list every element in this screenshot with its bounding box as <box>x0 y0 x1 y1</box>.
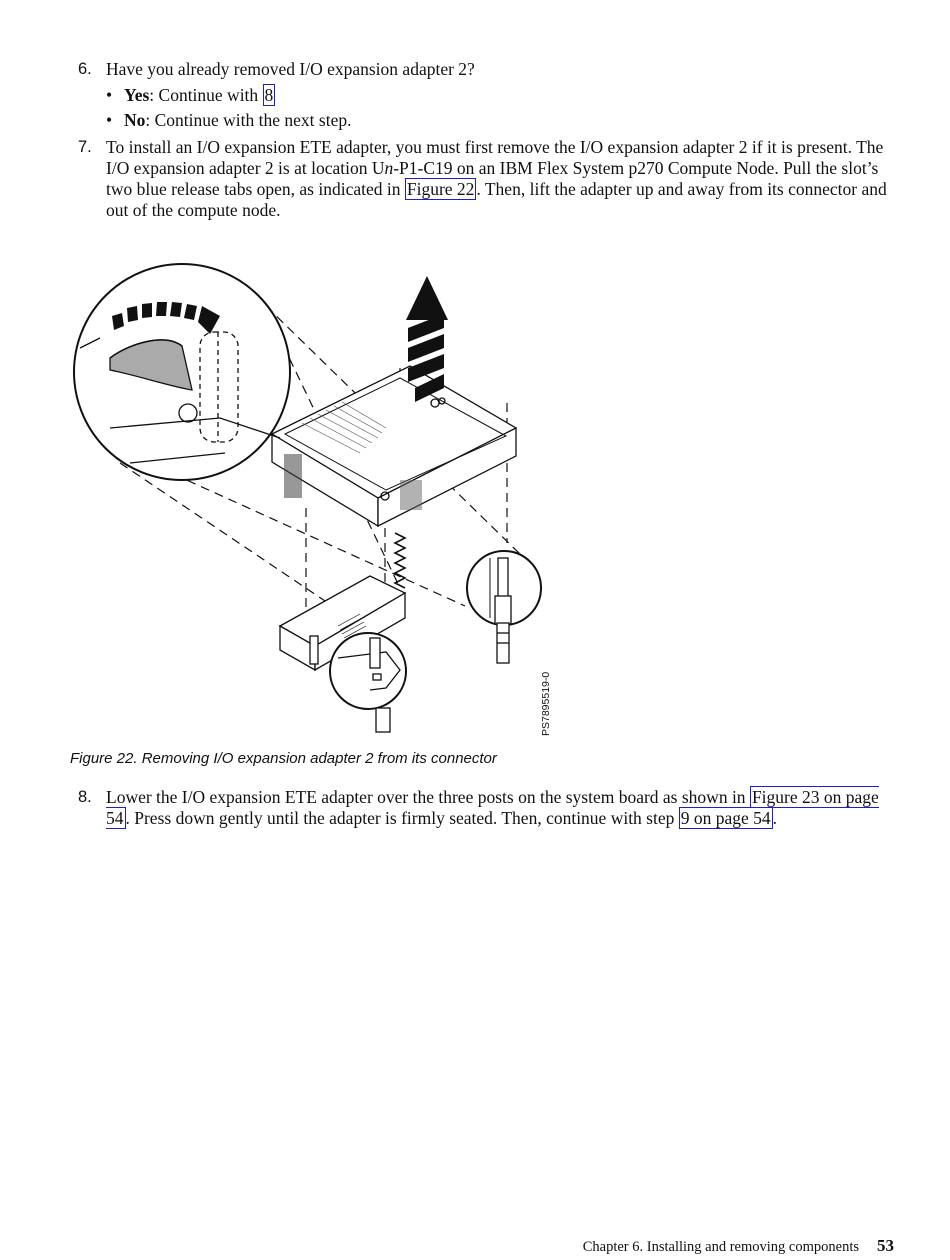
no-text: : Continue with the next step. <box>145 110 352 130</box>
chapter-title: Chapter 6. Installing and removing components <box>582 1239 859 1255</box>
step-7-text: To install an I/O expansion ETE adapter, you must first remove the I/O expansion adapter 2 if it is present. The I/O expansion adapter 2 is at location Un-P1-C19 on an IBM Flex System p270 Compute Node. Pull the slot’s two blue release tabs open, as indicated in Figure 22 . Then, lift the adapter up and away from its connector and out of the compute node. <box>106 137 887 220</box>
step-7 <box>78 137 890 221</box>
figure-caption: Figure 22. Removing I/O expansion adapter 2 from its connector <box>70 750 497 767</box>
yes-label: Yes <box>124 85 150 105</box>
bullet-no <box>106 110 351 131</box>
step-8-text: Lower the I/O expansion ETE adapter over the three posts on the system board as shown in Figure 23 on page 54 . Press down gently until the adapter is firmly seated. Then, continue with step 9 on page 54 . <box>106 787 879 828</box>
bullet-dot: • <box>106 85 113 105</box>
step-number: 6. <box>78 60 92 78</box>
bullet-dot: • <box>106 110 113 130</box>
step-8 <box>78 787 890 829</box>
step-6 <box>78 59 890 80</box>
figure-22-illustration <box>70 258 560 738</box>
link-figure-23[interactable]: Figure 23 on page 54 <box>106 787 879 828</box>
step-6-question: Have you already removed I/O expansion adapter 2? <box>106 59 475 79</box>
page-number: 53 <box>877 1236 894 1255</box>
link-figure-22[interactable]: Figure 22 <box>406 179 475 199</box>
no-label: No <box>124 110 146 130</box>
page-footer <box>583 1236 894 1256</box>
figure-part-id: PS7895519-0 <box>540 671 552 736</box>
adapter-removal-drawing <box>70 258 560 738</box>
step-number: 7. <box>78 138 92 156</box>
bullet-yes <box>106 85 275 106</box>
step-number: 8. <box>78 788 92 806</box>
link-step-9[interactable]: 9 on page 54 <box>680 808 771 828</box>
link-step-8[interactable]: 8 <box>264 85 274 105</box>
yes-text: : Continue with <box>149 85 263 105</box>
